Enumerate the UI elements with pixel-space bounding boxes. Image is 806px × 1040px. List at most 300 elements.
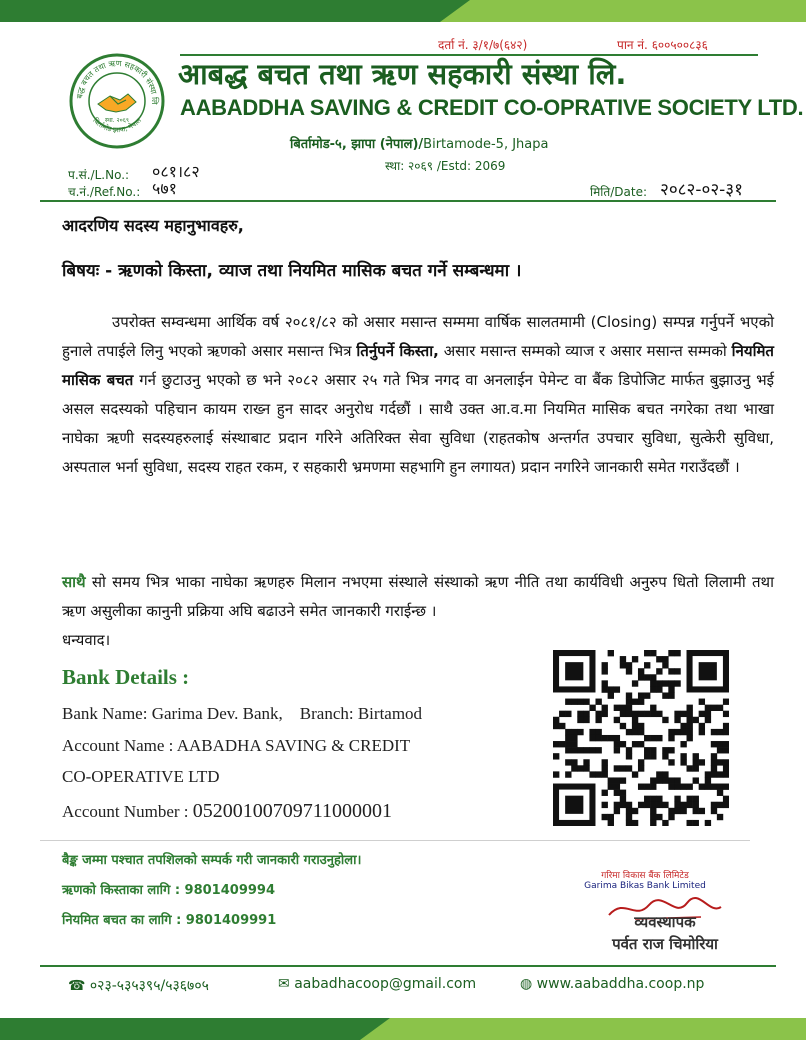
- qr-module: [620, 796, 626, 802]
- qr-module: [602, 662, 608, 668]
- qr-module: [638, 692, 644, 698]
- address-nepali: बिर्तामोड-५, झापा (नेपाल): [290, 137, 419, 152]
- qr-module: [717, 790, 723, 796]
- qr-module: [693, 802, 699, 808]
- qr-module: [662, 802, 668, 808]
- qr-module: [638, 765, 644, 771]
- established: स्था: २०६९ /Estd: 2069: [385, 159, 506, 173]
- qr-module: [650, 802, 656, 808]
- qr-module: [650, 747, 656, 753]
- account-name-line-1: Account Name : AABADHA SAVING & CREDIT: [62, 736, 411, 755]
- title-english: AABADDHA SAVING & CREDIT CO-OPRATIVE SOCIETY LTD.: [180, 95, 804, 120]
- qr-module: [620, 711, 626, 717]
- qr-module: [626, 808, 632, 814]
- qr-module: [565, 711, 571, 717]
- qr-module: [614, 741, 620, 747]
- qr-module: [632, 771, 638, 777]
- note-line-2: ऋणको किस्ताका लागि : 9801409994: [62, 883, 275, 898]
- qr-module: [632, 711, 638, 717]
- qr-module: [711, 771, 717, 777]
- qr-module: [680, 802, 686, 808]
- qr-module: [693, 765, 699, 771]
- qr-module: [668, 680, 674, 686]
- qr-module: [626, 711, 632, 717]
- qr-module: [650, 686, 656, 692]
- qr-module: [644, 711, 650, 717]
- bottom-bar-light: [360, 1018, 806, 1040]
- qr-module: [614, 705, 620, 711]
- qr-module: [638, 699, 644, 705]
- qr-code: [553, 650, 729, 826]
- qr-module: [577, 699, 583, 705]
- qr-module: [626, 662, 632, 668]
- qr-module: [687, 705, 693, 711]
- notes-divider: [40, 840, 750, 841]
- qr-module: [650, 796, 656, 802]
- salutation: आदरणिय सदस्य महानुभावहरु,: [62, 216, 244, 235]
- address: [290, 134, 548, 152]
- globe-icon: ◍: [520, 976, 533, 992]
- qr-module: [717, 705, 723, 711]
- qr-module: [717, 814, 723, 820]
- qr-module: [602, 802, 608, 808]
- qr-module: [705, 705, 711, 711]
- qr-module: [553, 717, 559, 723]
- para2-text: सो समय भित्र भाका नाघेका ऋणहरु मिलान नभएमा संस्थाले संस्थाको ऋण नीति तथा कार्यविधी अनुरुप धितो लिलामी तथा ऋण असुलीका कानुनी प्रक्रिया अघि बढाउने समेत जानकारी गराईन्छ ।: [62, 573, 774, 620]
- qr-module: [602, 771, 608, 777]
- qr-module: [595, 735, 601, 741]
- qr-module: [644, 747, 650, 753]
- qr-module: [626, 692, 632, 698]
- qr-module: [608, 686, 614, 692]
- qr-module: [620, 662, 626, 668]
- qr-module: [705, 777, 711, 783]
- qr-module: [650, 680, 656, 686]
- qr-module: [656, 777, 662, 783]
- qr-module: [662, 656, 668, 662]
- qr-module: [559, 711, 565, 717]
- qr-module: [626, 802, 632, 808]
- qr-module: [687, 802, 693, 808]
- para1-text-a: उपरोक्त सम्वन्धमा आर्थिक वर्ष २०८१/८२ को असार मसान्त सम्ममा वार्षिक सालतमामी (Closing) सम्पन्न गर्नुपर्ने भएको हुनाले तपाईले लिनु भएको ऋणको असार मसान्त भित्र: [62, 313, 774, 360]
- date-label: मिति/Date:: [590, 185, 647, 199]
- qr-module: [614, 747, 620, 753]
- qr-module: [602, 735, 608, 741]
- qr-module: [644, 662, 650, 668]
- qr-module: [717, 741, 723, 747]
- qr-module: [626, 699, 632, 705]
- qr-module: [638, 711, 644, 717]
- qr-module: [693, 759, 699, 765]
- note-line-3: नियमित बचत का लागि : 9801409991: [62, 913, 277, 928]
- qr-module: [644, 784, 650, 790]
- qr-module: [717, 729, 723, 735]
- qr-module: [723, 802, 729, 808]
- qr-module: [626, 753, 632, 759]
- qr-module: [687, 723, 693, 729]
- qr-module: [723, 747, 729, 753]
- qr-module: [608, 692, 614, 698]
- qr-module: [674, 784, 680, 790]
- qr-module: [589, 735, 595, 741]
- qr-module: [717, 784, 723, 790]
- qr-module: [626, 814, 632, 820]
- qr-module: [662, 771, 668, 777]
- qr-module: [711, 784, 717, 790]
- email-icon: ✉: [278, 976, 290, 992]
- qr-module: [668, 747, 674, 753]
- qr-module: [723, 784, 729, 790]
- para1-bold-installment: तिर्नुपर्ने किस्ता,: [356, 342, 439, 360]
- qr-module: [650, 777, 656, 783]
- top-bar-dark: [0, 0, 470, 22]
- bank-stamp-en: Garima Bikas Bank Limited: [584, 881, 706, 891]
- qr-module: [632, 808, 638, 814]
- qr-module: [662, 753, 668, 759]
- ref-no-label: च.नं./Ref.No.:: [68, 185, 141, 199]
- qr-module: [693, 753, 699, 759]
- qr-module: [723, 723, 729, 729]
- qr-module: [650, 814, 656, 820]
- qr-module: [668, 777, 674, 783]
- qr-module: [620, 777, 626, 783]
- subject: बिषयः - ऋणको किस्ता, व्याज तथा नियमित मासिक बचत गर्ने सम्बन्धमा ।: [62, 261, 522, 281]
- qr-module: [705, 717, 711, 723]
- qr-module: [662, 820, 668, 826]
- qr-module: [687, 765, 693, 771]
- qr-module: [674, 796, 680, 802]
- date-value: २०८२-०२-३१: [660, 180, 743, 200]
- qr-module: [638, 674, 644, 680]
- qr-module: [650, 820, 656, 826]
- para2-highlight: साथै: [62, 573, 86, 591]
- qr-module: [632, 680, 638, 686]
- bank-branch: Branch: Birtamod: [299, 704, 423, 723]
- qr-module: [577, 717, 583, 723]
- address-english: Birtamode-5, Jhapa: [423, 137, 549, 152]
- qr-module: [705, 771, 711, 777]
- qr-module: [723, 765, 729, 771]
- qr-module: [674, 668, 680, 674]
- qr-module: [589, 729, 595, 735]
- note-line-1: बैङ्क जम्मा पश्चात तपशिलको सम्पर्क गरी जानकारी गराउनुहोला।: [62, 853, 362, 868]
- qr-module: [589, 747, 595, 753]
- qr-module: [565, 771, 571, 777]
- body-paragraph-1: [62, 308, 774, 482]
- qr-module: [687, 784, 693, 790]
- qr-module: [662, 692, 668, 698]
- qr-module: [608, 784, 614, 790]
- qr-module: [674, 650, 680, 656]
- phone-text: ०२३-५३५३९५/५३६७०५: [89, 978, 209, 994]
- qr-module: [602, 705, 608, 711]
- qr-module: [632, 699, 638, 705]
- qr-module: [644, 796, 650, 802]
- qr-module: [656, 802, 662, 808]
- qr-module: [583, 699, 589, 705]
- qr-module: [650, 711, 656, 717]
- qr-module: [650, 705, 656, 711]
- qr-module: [668, 784, 674, 790]
- bank-stamp: [580, 868, 710, 891]
- qr-module: [608, 814, 614, 820]
- qr-module: [680, 723, 686, 729]
- qr-module: [614, 784, 620, 790]
- qr-module: [711, 729, 717, 735]
- qr-module: [602, 765, 608, 771]
- qr-module: [711, 808, 717, 814]
- qr-module: [705, 711, 711, 717]
- qr-module: [638, 784, 644, 790]
- qr-module: [626, 747, 632, 753]
- qr-module: [656, 796, 662, 802]
- qr-module: [638, 729, 644, 735]
- account-number-row: [62, 800, 392, 823]
- qr-module: [687, 796, 693, 802]
- qr-module: [656, 735, 662, 741]
- qr-module: [638, 802, 644, 808]
- qr-module: [656, 711, 662, 717]
- qr-module: [553, 771, 559, 777]
- qr-module: [693, 820, 699, 826]
- qr-module: [602, 711, 608, 717]
- qr-module: [656, 771, 662, 777]
- qr-module: [620, 723, 626, 729]
- qr-module: [662, 680, 668, 686]
- qr-module: [662, 717, 668, 723]
- bank-name-text: Bank Name: Garima Dev. Bank,: [62, 704, 283, 723]
- letter-no-label: प.सं./L.No.:: [68, 168, 130, 182]
- qr-module: [559, 741, 565, 747]
- logo-year: स्था. २०६९: [105, 117, 129, 124]
- qr-module: [693, 717, 699, 723]
- qr-module: [699, 711, 705, 717]
- qr-module: [717, 802, 723, 808]
- qr-module: [717, 771, 723, 777]
- qr-module: [723, 729, 729, 735]
- qr-module: [595, 711, 601, 717]
- qr-module: [602, 668, 608, 674]
- qr-module: [632, 729, 638, 735]
- qr-module: [614, 686, 620, 692]
- qr-module: [668, 668, 674, 674]
- thanks: धन्यवाद।: [62, 631, 111, 649]
- qr-module: [614, 735, 620, 741]
- para1-text-c: असार मसान्त सम्मको व्याज र असार मसान्त सम्मको: [438, 342, 732, 360]
- qr-module: [644, 753, 650, 759]
- society-logo: [68, 52, 166, 150]
- signatory-name: पर्वत राज चिमोरिया: [612, 935, 718, 953]
- qr-module: [620, 705, 626, 711]
- qr-module: [577, 765, 583, 771]
- qr-module: [644, 735, 650, 741]
- qr-module: [583, 759, 589, 765]
- qr-module: [553, 741, 559, 747]
- qr-module: [602, 686, 608, 692]
- qr-module: [674, 808, 680, 814]
- qr-module: [608, 777, 614, 783]
- header-rule-bottom: [40, 200, 776, 202]
- footer-rule: [40, 965, 776, 967]
- qr-module: [717, 747, 723, 753]
- qr-module: [650, 808, 656, 814]
- qr-module: [602, 790, 608, 796]
- qr-module: [668, 814, 674, 820]
- qr-module: [699, 784, 705, 790]
- qr-module: [589, 705, 595, 711]
- qr-module: [711, 759, 717, 765]
- qr-module: [723, 699, 729, 705]
- address-separator: /: [418, 137, 424, 152]
- qr-module: [608, 820, 614, 826]
- qr-module: [565, 699, 571, 705]
- qr-module: [662, 777, 668, 783]
- letter-no-value: ०८१।८२: [152, 162, 200, 181]
- qr-module: [571, 735, 577, 741]
- qr-module: [565, 759, 571, 765]
- qr-module: [656, 686, 662, 692]
- qr-module: [705, 784, 711, 790]
- qr-module: [644, 674, 650, 680]
- qr-module: [595, 771, 601, 777]
- handshake-icon: [98, 94, 136, 112]
- footer-email[interactable]: [278, 976, 476, 992]
- qr-module: [668, 759, 674, 765]
- qr-module: [674, 802, 680, 808]
- qr-module: [723, 759, 729, 765]
- qr-module: [674, 777, 680, 783]
- qr-module: [614, 790, 620, 796]
- qr-module: [711, 705, 717, 711]
- qr-module: [699, 729, 705, 735]
- qr-module: [565, 747, 571, 753]
- body-paragraph-2: [62, 568, 774, 626]
- ref-no-value: ५७१: [152, 179, 177, 198]
- qr-module: [668, 692, 674, 698]
- qr-module: [620, 741, 626, 747]
- website-text[interactable]: www.aabaddha.coop.np: [536, 976, 705, 992]
- qr-module: [559, 723, 565, 729]
- bank-name: [62, 704, 422, 724]
- qr-module: [674, 717, 680, 723]
- qr-module: [595, 699, 601, 705]
- qr-module: [705, 820, 711, 826]
- qr-module: [644, 802, 650, 808]
- qr-module: [680, 784, 686, 790]
- qr-module: [680, 729, 686, 735]
- qr-module: [680, 753, 686, 759]
- bank-details-heading: Bank Details :: [62, 665, 190, 689]
- qr-module: [632, 820, 638, 826]
- qr-module: [571, 699, 577, 705]
- qr-module: [614, 802, 620, 808]
- qr-module: [650, 784, 656, 790]
- qr-module: [674, 711, 680, 717]
- phone-icon: ☎: [68, 978, 86, 994]
- qr-module: [687, 711, 693, 717]
- qr-module: [571, 741, 577, 747]
- qr-module: [656, 814, 662, 820]
- qr-module: [577, 747, 583, 753]
- title-nepali: आबद्ध बचत तथा ऋण सहकारी संस्था लि.: [178, 57, 627, 91]
- qr-module: [602, 814, 608, 820]
- para1-bold-saving: नियमित मासिक बचत: [62, 342, 774, 389]
- qr-module: [565, 729, 571, 735]
- qr-module: [699, 808, 705, 814]
- qr-module: [553, 753, 559, 759]
- account-number-label: Account Number :: [62, 802, 189, 821]
- qr-module: [626, 765, 632, 771]
- qr-module: [553, 723, 559, 729]
- qr-module: [699, 759, 705, 765]
- qr-module: [650, 650, 656, 656]
- qr-module: [723, 771, 729, 777]
- qr-module: [620, 790, 626, 796]
- pan-number: पान नं. ६००५००८३६: [617, 38, 708, 52]
- logo-text: बद्ध बचत तथा ऋण सहकारी संस्था लि: [75, 58, 160, 105]
- qr-module: [583, 711, 589, 717]
- qr-module: [650, 674, 656, 680]
- qr-module: [571, 747, 577, 753]
- qr-module: [680, 711, 686, 717]
- account-number-value: 05200100709711000001: [192, 800, 393, 822]
- qr-module: [608, 735, 614, 741]
- logo-bottom-text: बिर्तामोड झापा, नेपाल: [91, 116, 143, 135]
- qr-module: [626, 705, 632, 711]
- qr-module: [583, 765, 589, 771]
- qr-module: [565, 741, 571, 747]
- qr-module: [614, 717, 620, 723]
- qr-module: [632, 723, 638, 729]
- qr-module: [571, 765, 577, 771]
- qr-module: [711, 802, 717, 808]
- email-text[interactable]: aabadhacoop@gmail.com: [294, 976, 477, 992]
- qr-module: [565, 735, 571, 741]
- qr-module: [614, 765, 620, 771]
- qr-module: [674, 680, 680, 686]
- qr-module: [674, 729, 680, 735]
- qr-module: [693, 777, 699, 783]
- qr-module: [687, 735, 693, 741]
- qr-module: [668, 650, 674, 656]
- qr-module: [577, 711, 583, 717]
- qr-module: [571, 729, 577, 735]
- footer-phone: [68, 976, 209, 995]
- qr-module: [723, 796, 729, 802]
- qr-module: [656, 656, 662, 662]
- qr-module: [650, 735, 656, 741]
- qr-module: [632, 656, 638, 662]
- qr-module: [693, 796, 699, 802]
- qr-module: [614, 777, 620, 783]
- top-bar-light: [440, 0, 806, 22]
- qr-module: [699, 699, 705, 705]
- footer-website[interactable]: [520, 976, 704, 992]
- bank-stamp-np: गरिमा विकास बैंक लिमिटेड: [601, 871, 689, 881]
- qr-module: [693, 808, 699, 814]
- qr-module: [632, 717, 638, 723]
- qr-module: [583, 717, 589, 723]
- qr-module: [680, 741, 686, 747]
- qr-module: [602, 759, 608, 765]
- qr-module: [589, 771, 595, 777]
- qr-module: [638, 759, 644, 765]
- qr-module: [711, 765, 717, 771]
- qr-module: [699, 662, 717, 680]
- qr-module: [711, 753, 717, 759]
- qr-module: [656, 680, 662, 686]
- qr-module: [614, 808, 620, 814]
